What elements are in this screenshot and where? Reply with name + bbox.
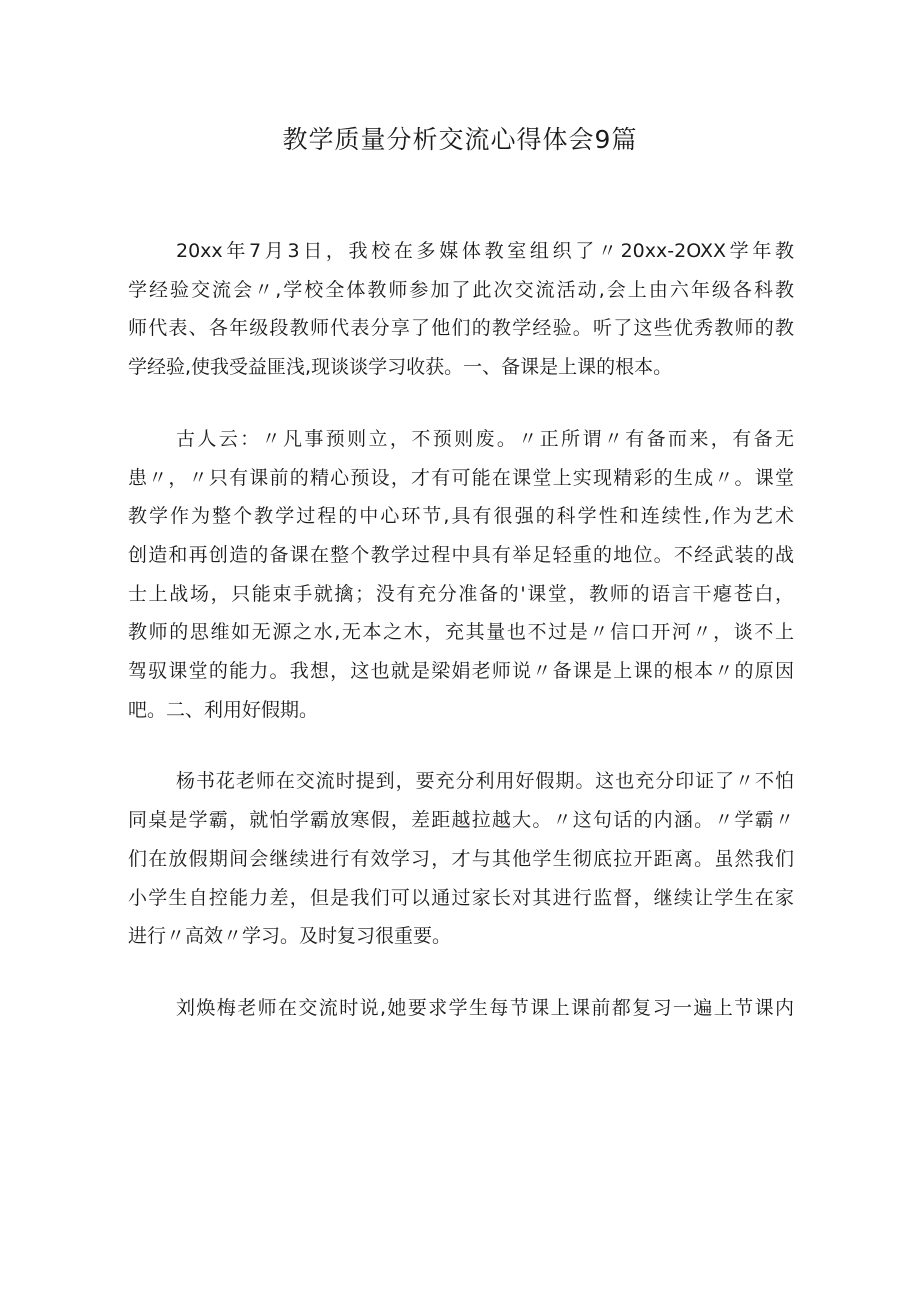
- paragraph-line: 进行〃高效〃学习。及时复习很重要。: [128, 925, 452, 948]
- paragraph-line: 们在放假期间会继续进行有效学习，才与其他学生彻底拉开距离。虽然我们: [128, 847, 794, 870]
- paragraph-line: 20xx年7月3日，我校在多媒体教室组织了〃20xx-2OXX学年教: [176, 240, 794, 262]
- paragraph-line: 创造和再创造的备课在整个教学过程中具有举足轻重的地位。不经武装的战: [128, 543, 794, 566]
- paragraph-line: 吧。二、利用好假期。: [128, 698, 319, 721]
- paragraph-line: 杨书花老师在交流时提到，要充分利用好假期。这也充分印证了〃不怕: [176, 770, 794, 793]
- paragraph-line: 教学作为整个教学过程的中心环节,具有很强的科学性和连续性,作为艺术: [128, 505, 794, 528]
- paragraph-line: 学经验,使我受益匪浅,现谈谈学习收获。一、备课是上课的根本。: [128, 356, 673, 379]
- paragraph-line: 古人云：〃凡事预则立，不预则废。〃正所谓〃有备而来，有备无: [176, 427, 794, 450]
- paragraph-1: [128, 232, 794, 387]
- paragraph-line: 师代表、各年级段教师代表分享了他们的教学经验。听了这些优秀教师的教: [128, 317, 794, 340]
- document-body: [128, 232, 794, 1061]
- paragraph-line: 教师的思维如无源之水,无本之木，充其量也不过是〃信口开河〃，谈不上: [128, 621, 794, 644]
- paragraph-line: 同桌是学霸，就怕学霸放寒假，差距越拉越大。〃这句话的内涵。〃学霸〃: [128, 809, 794, 832]
- paragraph-line: 驾驭课堂的能力。我想，这也就是梁娟老师说〃备课是上课的根本〃的原因: [128, 660, 794, 683]
- paragraph-line: 小学生自控能力差，但是我们可以通过家长对其进行监督，继续让学生在家: [128, 886, 794, 909]
- paragraph-3: [128, 762, 794, 956]
- paragraph-line: 刘焕梅老师在交流时说,她要求学生每节课上课前都复习一遍上节课内: [176, 996, 794, 1019]
- paragraph-4: [128, 989, 794, 1028]
- paragraph-line: 患〃，〃只有课前的精心预设，才有可能在课堂上实现精彩的生成〃。课堂: [128, 466, 794, 489]
- paragraph-2: [128, 420, 794, 730]
- paragraph-line: 士上战场，只能束手就擒；没有充分准备的'课堂，教师的语言干瘪苍白，: [128, 582, 794, 605]
- document-title: 教学质量分析交流心得体会9篇: [282, 125, 638, 154]
- paragraph-line: 学经验交流会〃,学校全体教师参加了此次交流活动,会上由六年级各科教: [128, 278, 794, 301]
